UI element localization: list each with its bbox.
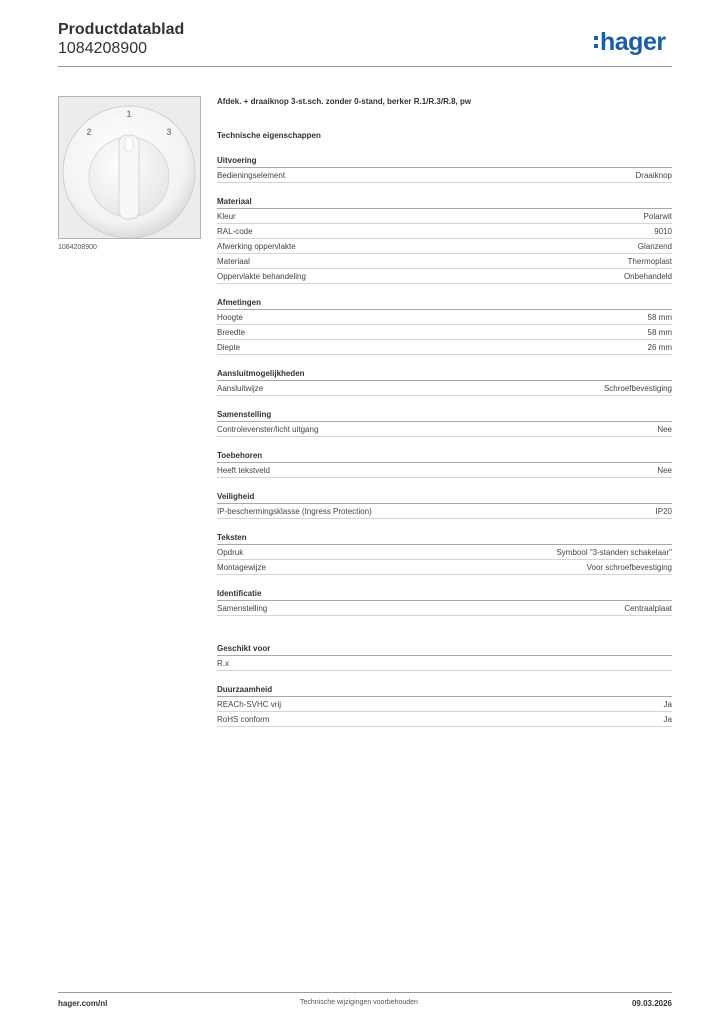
spec-value: Nee xyxy=(657,465,672,475)
spec-value: 26 mm xyxy=(647,342,672,352)
tech-properties-title: Technische eigenschappen xyxy=(217,131,321,140)
spec-value: Draaiknop xyxy=(635,170,672,180)
spec-label: Hoogte xyxy=(217,312,243,322)
spec-label: R.x xyxy=(217,658,229,668)
spec-row xyxy=(217,325,672,340)
spec-row xyxy=(217,239,672,254)
product-image xyxy=(58,96,201,239)
spec-row xyxy=(217,504,672,519)
spec-row xyxy=(217,697,672,712)
spec-row xyxy=(217,656,672,671)
spec-value: Nee xyxy=(657,424,672,434)
image-caption: 1084208900 xyxy=(58,244,97,251)
spec-section xyxy=(217,643,672,671)
spec-label: Opdruk xyxy=(217,547,244,557)
section-title: Samenstelling xyxy=(217,409,672,422)
section-title: Uitvoering xyxy=(217,155,672,168)
dial-label-1: 1 xyxy=(126,109,132,119)
spec-label: REACh-SVHC vrij xyxy=(217,699,282,709)
rotary-knob-icon xyxy=(59,97,200,238)
spec-section xyxy=(217,297,672,355)
spec-value: Schroefbevestiging xyxy=(603,383,672,393)
page-title: Productdatablad xyxy=(58,21,185,38)
spec-label: Montagewijze xyxy=(217,562,266,572)
section-title: Veiligheid xyxy=(217,491,672,504)
footer-disclaimer: Technische wijzigingen voorbehouden xyxy=(300,999,418,1006)
spec-panel xyxy=(217,96,672,727)
spec-value: Voor schroefbevestiging xyxy=(586,562,672,572)
dial-label-2: 2 xyxy=(86,127,92,137)
section-title: Afmetingen xyxy=(217,297,672,310)
spec-value: IP20 xyxy=(655,506,672,516)
spec-label: Breedte xyxy=(217,327,246,337)
spec-row xyxy=(217,601,672,616)
spec-label: Diepte xyxy=(217,342,241,352)
spec-section xyxy=(217,491,672,519)
spec-label: RAL-code xyxy=(217,226,253,236)
spec-value: Ja xyxy=(663,714,672,724)
footer-date: 09.03.2026 xyxy=(631,999,672,1008)
spec-row xyxy=(217,340,672,355)
spec-label: Materiaal xyxy=(217,256,250,266)
spec-label: Heeft tekstveld xyxy=(217,465,270,475)
logo-wordmark: hager xyxy=(600,28,666,56)
spec-label: IP-beschermingsklasse (Ingress Protection) xyxy=(217,506,372,516)
section-title: Duurzaamheid xyxy=(217,684,672,697)
section-title: Materiaal xyxy=(217,196,672,209)
section-title: Aansluitmogelijkheden xyxy=(217,368,672,381)
spec-row xyxy=(217,381,672,396)
logo-dots-icon xyxy=(594,34,598,50)
spec-row xyxy=(217,712,672,727)
spec-value: Symbool "3-standen schakelaar" xyxy=(556,547,672,557)
spec-label: Samenstelling xyxy=(217,603,268,613)
spec-row xyxy=(217,310,672,325)
spec-section xyxy=(217,450,672,478)
spec-row xyxy=(217,422,672,437)
header-divider xyxy=(58,66,672,67)
spec-section xyxy=(217,196,672,284)
spec-value: Centraalplaat xyxy=(624,603,672,613)
spec-row xyxy=(217,463,672,478)
spec-section xyxy=(217,368,672,396)
spec-label: Bedieningselement xyxy=(217,170,286,180)
spec-value: 58 mm xyxy=(647,312,672,322)
spec-row xyxy=(217,269,672,284)
spec-value: Polarwit xyxy=(643,211,672,221)
spec-label: Kleur xyxy=(217,211,236,221)
spec-label: Oppervlakte behandeling xyxy=(217,271,306,281)
spec-row xyxy=(217,224,672,239)
product-description: Afdek. + draaiknop 3-st.sch. zonder 0-stand, berker R.1/R.3/R.8, pw xyxy=(217,97,472,106)
spec-row xyxy=(217,545,672,560)
spec-value: Ja xyxy=(663,699,672,709)
spec-section xyxy=(217,588,672,616)
spec-row xyxy=(217,168,672,183)
spec-value: Onbehandeld xyxy=(623,271,672,281)
spec-sections xyxy=(217,155,672,727)
spec-row xyxy=(217,560,672,575)
spec-value: Glanzend xyxy=(637,241,672,251)
dial-label-3: 3 xyxy=(166,127,172,137)
section-title: Identificatie xyxy=(217,588,672,601)
spec-label: RoHS conform xyxy=(217,714,270,724)
hager-logo xyxy=(594,28,666,56)
spec-section xyxy=(217,409,672,437)
spec-label: Afwerking oppervlakte xyxy=(217,241,296,251)
spec-section xyxy=(217,155,672,183)
spec-row xyxy=(217,209,672,224)
spec-value: Thermoplast xyxy=(627,256,672,266)
footer-divider xyxy=(58,992,672,993)
spec-section xyxy=(217,532,672,575)
spec-section xyxy=(217,684,672,727)
spec-label: Aansluitwijze xyxy=(217,383,264,393)
product-number: 1084208900 xyxy=(58,40,147,57)
footer-website[interactable]: hager.com/nl xyxy=(58,999,108,1008)
spec-value: 58 mm xyxy=(647,327,672,337)
section-title: Teksten xyxy=(217,532,672,545)
spec-value: 9010 xyxy=(654,226,672,236)
section-title: Toebehoren xyxy=(217,450,672,463)
spec-row xyxy=(217,254,672,269)
section-title: Geschikt voor xyxy=(217,643,672,656)
spec-label: Controlevenster/licht uitgang xyxy=(217,424,319,434)
